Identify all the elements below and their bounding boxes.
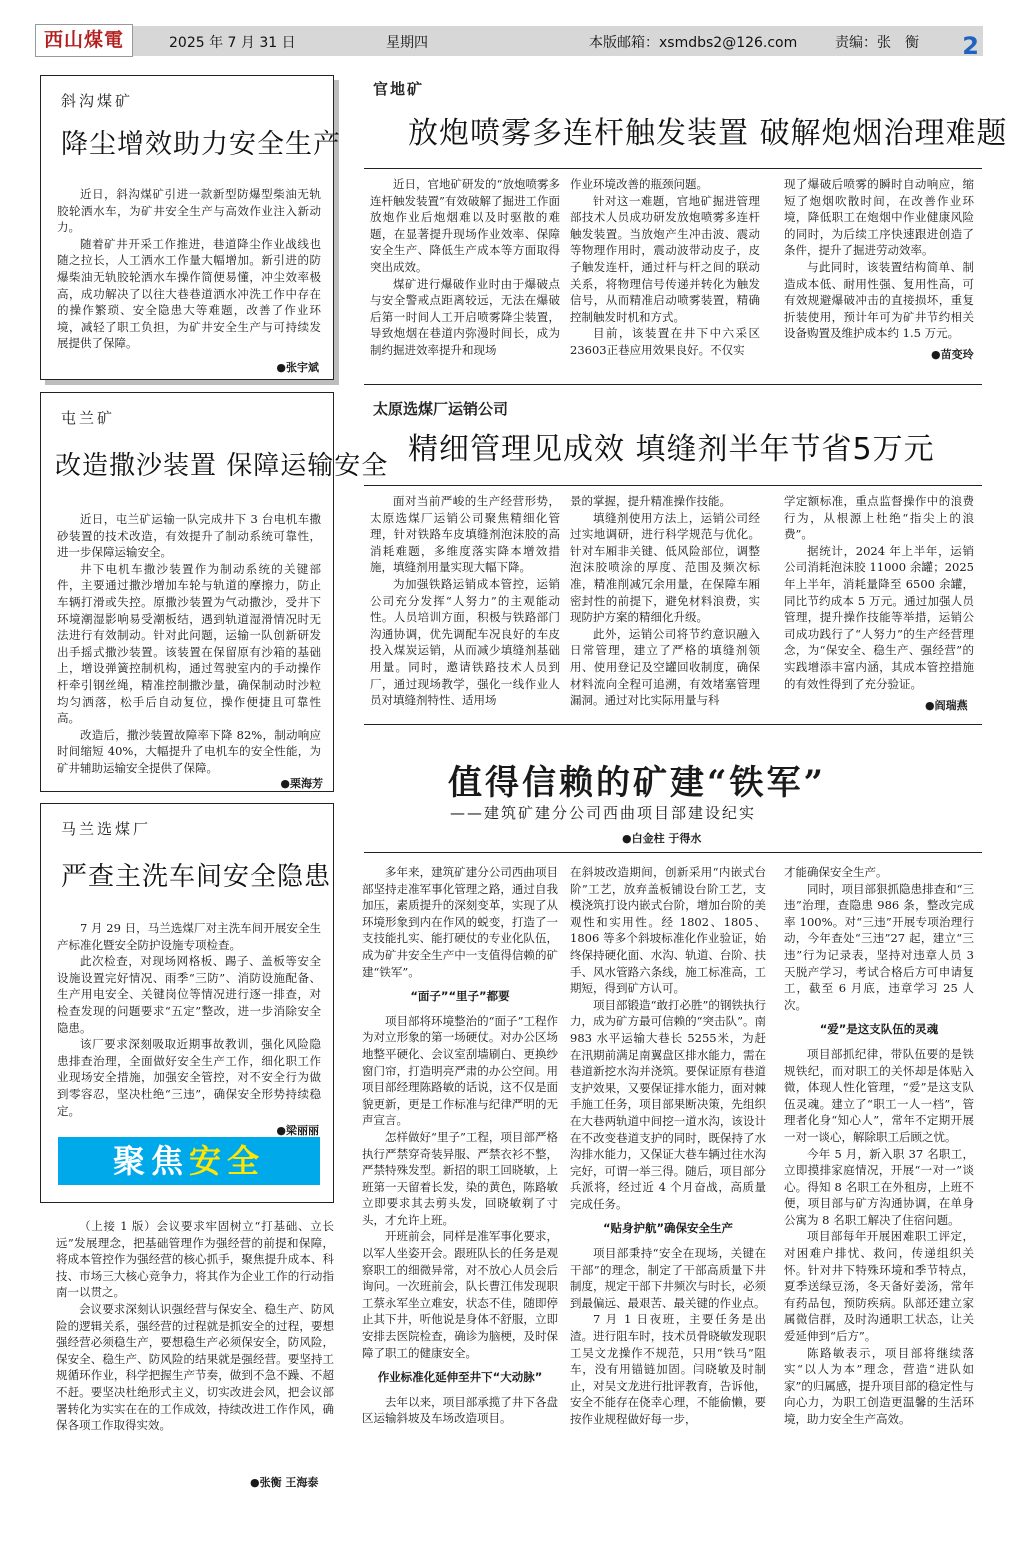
paragraph: 今年 5 月，新入职 37 名职工，立即摸排家庭情况，开展“一对一”谈心。得知 8 名职工在外租房，上班不便，项目部与矿方沟通协调，在单身公寓为 8 名职工解决了住宿问题。 [784,1146,974,1227]
section-label: 屯兰矿 [61,409,116,427]
issue-date: 2025 年 7 月 31 日 [169,35,296,51]
paragraph: 面对当前严峻的生产经营形势，太原选煤厂运销公司聚焦精细化管理，针对铁路车皮填缝剂泡沫胶的高消耗难题，多维度落实降本增效措施，填缝剂用量实现大幅下降。 [370,494,560,575]
divider [364,168,982,169]
focus-safety-banner [58,1137,320,1185]
section-label: 斜沟煤矿 [61,92,134,110]
paragraph: 据统计，2024 年上半年，运销公司消耗泡沫胶 11000 余罐；2025年上半年，消耗量降至 6500 余罐，同比节约成本 5 万元。通过加强人员管理，提升操作技能等举措，运销公司成功践行了“人努力”的生产经营理念，为“保安全、稳生产、强经营”的实践增添丰富内涵，其成本管控措施的有效性得到了充分验证。 [784,543,974,691]
paragraph: 7 月 29 日，马兰选煤厂对主洗车间开展安全生产标准化暨安全防护设施专项检查。 [57,921,321,952]
byline: ●苗变玲 [928,346,974,362]
section-label: 官地矿 [373,80,425,98]
paragraph: 针对这一难题，官地矿掘进管理部技术人员成功研发放炮喷雾多连杆触发装置。当放炮产生冲击波、震动等物理作用时，震动波带动皮子，皮子触发连杆，通过杆与杆之间的联动关系，将物理信号传递并转化为触发信号，从而精准启动喷雾装置，精确控制触发时机和方式。 [570,193,760,324]
feature-title: 值得信赖的矿建“铁军” [448,763,827,803]
paragraph: 为加强铁路运销成本管控，运销公司充分发挥“人努力”的主观能动性。人员培训方面，积极与铁路部门沟通协调，优先调配车况良好的车皮投入煤炭运销，从而减少填缝剂基础用量。同时，邀请铁路技术人员到厂，通过现场教学，强化一线作业人员对填缝剂特性、适用场 [370,576,560,708]
paragraph: 景的掌握，提升精准操作技能。 [570,494,731,508]
paragraph: 项目部抓纪律，带队伍要的是铁规铁纪，而对职工的关怀却是体贴入微，体现人性化管理，“爱”是这支队伍灵魂。建立了“职工一人一档”，管理者化身“知心人”，常年不定期开展一对一谈心，解除职工后顾之忧。 [784,1046,974,1144]
byline: ●张宇斌 [276,361,319,374]
feature-column-2 [570,864,766,1494]
paragraph: 多年来，建筑矿建分公司西曲项目部坚持走准军事化管理之路，通过自我加压，素质提升的深刻变革，实现了从环境形象到内在作风的蜕变，打造了一支技能扎实、能打硬仗的专业化队伍，成为矿井安全生产中一支值得信赖的矿建“铁军”。 [362,865,558,979]
article-body [57,186,321,356]
paragraph: 该厂要求深刻吸取近期事故教训，强化风险隐患排查治理，全面做好安全生产工作，细化职工作业现场安全措施，加强安全管控，对不安全行为做到零容忍，坚决杜绝“三违”，确保安全形势持续稳定。 [57,1037,321,1118]
paragraph: （上接 1 版）会议要求牢固树立“打基础、立长远”发展理念，把基础管理作为强经营的前提和保障，将成本管控作为强经营的核心抓手，聚焦提升成本、科技、市场三大核心竞争力，将其作为企业工作的行动指南一以贯之。 [56,1219,334,1300]
feature-column-1 [362,864,558,1494]
paragraph: 去年以来，项目部承揽了井下各盘区运输斜坡及车场改造项目。 [362,1394,558,1426]
paragraph: 填缝剂使用方法上，运销公司经过实地调研，进行科学规范与优化。针对车厢非关键、低风险部位，调整泡沫胶喷涂的厚度、范围及频次标准，精准削减冗余用量，在保障车厢密封性的前提下，避免材料浪费，实现防护方案的精细化升级。 [570,510,760,625]
article-title: 改造撒沙装置 保障运输安全 [55,451,389,481]
paragraph: 井下电机车撒沙装置作为制动系统的关键部件，主要通过撒沙增加车轮与轨道的摩擦力，防止车辆打滑或失控。原撒沙装置为气动撒沙，受井下环境潮湿影响易受潮板结，遇到轨道湿滑情况时无法进行有效制动。针对此问题，运输一队创新研发出手摇式撒沙装置。该装置在保留原有沙箱的基础上，增设弹簧控制机构，通过驾驶室内的手动操作杆牵引钢丝绳，精准控制撒沙量，确保制动时沙粒均匀洒落，松手后自动复位，操作便捷且可靠性高。 [57,561,321,726]
paragraph: 近日，斜沟煤矿引进一款新型防爆型柴油无轨胶轮洒水车，为矿井安全生产与高效作业注入新动力。 [57,187,321,235]
paragraph: 项目部将环境整治的“面子”工程作为对立形象的第一场硬仗。对办公区场地整平硬化、会议室刮墙刷白、更换纱窗门帘，打造明亮严肃的办公空间。用项目部经理陈路敏的话说，这不仅是面貌更新，更是工作标准与纪律严明的无声宣言。 [362,1013,558,1128]
feature-byline: ●白金柱 于得水 [622,832,702,845]
article-body [57,511,321,775]
divider [364,724,982,725]
paragraph: 与此同时，该装置结构简单、制造成本低、耐用性强、复用性高，可有效规避爆破冲击的直接损坏，重复折装使用，预计年可为矿井节约相关设备购置及维护成本约 1.5 万元。 [784,259,974,341]
subheading: “面子”“里子”都要 [410,989,510,1004]
article-body [57,920,321,1122]
masthead [35,22,983,62]
section-label: 太原选煤厂运销公司 [373,400,509,418]
paragraph: 此次检查，对现场网格板、踢子、盖板等安全设施设置完好情况、雨季“三防”、消防设施配备、生产用电安全、关键岗位等情况进行逐一排查，对检查发现的问题要求“五定”整改，进一步消除安全隐患。 [57,954,321,1035]
byline: ●阎瑞燕 [925,699,968,712]
byline: ●栗海芳 [280,777,323,790]
paragraph: 随着矿井开采工作推进，巷道降尘作业战线也随之拉长，人工洒水工作量大幅增加。新引进的防爆柴油无轨胶轮洒水车操作简便易懂，冲尘效率极高，成功解决了以往大巷巷道洒水冲洗工作中存在的操作繁琐、安全隐患大等难题，改善了作业环境，减轻了职工负担，为矿井安全生产与可持续发展提供了保障。 [57,236,321,351]
continued-article [56,1218,334,1490]
paragraph: 煤矿进行爆破作业时由于爆破点与安全警戒点距离较远，无法在爆破后第一时间人工开启喷雾降尘装置，导致炮烟在巷道内弥漫时间长，成为制约掘进效率提升和现场 [370,276,560,357]
paragraph: 项目部秉持“安全在现场，关键在干部”的理念，制定了干部高质量下井制度，规定干部下井频次与时长，必须到最偏远、最艰苦、最关键的作业点。 [570,1246,766,1310]
byline: ●梁丽丽 [276,1124,319,1137]
issue-weekday: 星期四 [386,35,428,51]
article-xiegou [40,75,341,380]
article-column [570,176,760,362]
feature-subtitle: ——建筑矿建分公司西曲项目部建设纪实 [450,804,757,822]
section-label: 马兰选煤厂 [61,820,152,838]
paragraph: 项目部锻造“敢打必胜”的钢铁执行力，成为矿方最可信赖的“突击队”。南 983 水平运输大巷长 5255米，为赶在汛期前满足南翼盘区排水能力，需在巷道新挖水沟并浇筑。要保证原有巷道支护效果，又要保证排水能力，面对棘手施工任务，项目部果断决策，先组织在大巷两轨道中间挖一道水沟，该设计在不改变巷道支护的同时，既保持了水沟排水能力，又保证大巷车辆过往水沟完好，可谓一举三得。随后，项目部分兵派将，经过近 4 个月奋战，高质量完成任务。 [570,997,766,1211]
article-title: 降尘增效助力安全生产 [61,129,341,160]
banner-word: 聚焦 [112,1142,189,1180]
paragraph: 现了爆破后喷雾的瞬时自动响应，缩短了炮烟吹散时间，在改善作业环境，降低职工在炮烟中作业健康风险的同时，为后续工序快速跟进创造了条件，提升了掘进劳动效率。 [784,177,974,258]
paragraph: 开班前会，同样是准军事化要求，以军人坐姿开会。跟班队长的任务是观察职工的细微异常，对不放心人员会后询问。一次班前会，队长曹江伟发现职工蔡永军坐立难安，状态不佳，随即停止其下井，听他说是身体不舒服，立即安排去医院检查，确诊为脑梗，及时保障了职工的健康安全。 [362,1229,558,1360]
divider [364,852,982,853]
paragraph: 怎样做好“里子”工程，项目部严格执行严禁穿奇装异服、严禁衣衫不整，严禁特殊发型。新招的职工回晓敏，上班第一天留着长发，染的黄色，陈路敏立即要求其去剪头发，回晓敏剃了寸头，才允许上班。 [362,1129,558,1227]
paragraph: 近日，官地矿研发的“放炮喷雾多连杆触发装置”有效破解了掘进工作面放炮作业后炮烟难以及时驱散的难题，在显著提升现场作业效率、保障安全生产、降低生产成本等方面取得突出成效。 [370,177,560,274]
article-title: 放炮喷雾多连杆触发装置 破解炮烟治理难题 [408,116,1008,151]
article-tunlan [40,392,389,792]
subheading: 作业标准化延伸至井下“大动脉” [377,1370,543,1385]
page-email: 本版邮箱：xsmdbs2@126.com [589,35,798,51]
byline: ●张衡 王海泰 [246,1474,318,1490]
article-column [784,493,974,693]
paragraph: 目前，该装置在井下中六采区23603正巷应用效果良好。不仅实 [570,326,760,357]
subheading: “爱”是这支队伍的灵魂 [819,1022,939,1037]
paragraph: 7 月 1 日夜班，主要任务是出渣。进行阻车时，技术员骨晓敏发现职工吴文龙操作不规范，只用“铁马”阻车，没有用锚链加固。闫晓敏及时制止，对吴文龙进行批评教育，告诉他，安全不能存在侥幸心理，不能偷懒，要按作业规程做好每一步， [570,1312,766,1426]
divider [364,485,982,486]
newspaper-logo: 西山煤電 [35,24,133,57]
paragraph: 近日，屯兰矿运输一队完成井下 3 台电机车撒砂装置的技术改造，有效提升了制动系统可靠性，进一步保障运输安全。 [57,512,321,560]
feature-column-3 [784,864,974,1494]
paragraph: 会议要求深刻认识强经营与保安全、稳生产、防风险的逻辑关系，强经营的过程就是抓安全的过程，要想强经营必须稳生产，要想稳生产必须保安全，防风险，保安全、稳生产、防风险的结果就是强经营。要坚持工规循环作业，科学把握生产节奏，做到不急不躁、不超不赶。要坚决杜绝形式主义，切实改进会风，把会议部署转化为实实在在的工作成效，持续改进工作作风，确保各项工作取得实效。 [56,1301,334,1433]
paragraph: 项目部每年开展困难职工评定，对困难户排忧、救问，传递组织关怀。针对井下特殊环境和季节特点，夏季送绿豆汤，冬天备好姜汤，常年有药品包，预防疾病。队部还建立家属微信群，及时沟通职工状态，让关爱延伸到“后方”。 [784,1229,974,1344]
article-title: 精细管理见成效 填缝剂半年节省5万元 [408,432,935,467]
article-column [370,176,560,362]
divider [364,384,982,385]
paragraph: 学定额标准，重点监督操作中的浪费行为，从根源上杜绝“指尖上的浪费”。 [784,494,974,542]
subheading: “贴身护航”确保安全生产 [602,1221,734,1236]
paragraph: 此外，运销公司将节约意识融入日常管理，建立了严格的填缝剂领用、使用登记及空罐回收制度，确保材料流向全程可追溯，有效堵塞管理漏洞。通过对比实际用量与科 [570,626,760,708]
page-number: 2 [962,32,979,60]
header-bar [133,26,983,60]
paragraph: 才能确保安全生产。 [784,865,888,879]
article-column [784,176,974,362]
article-title: 严查主洗车间安全隐患 [61,862,332,892]
article-column [370,493,560,711]
paragraph: 改造后，撒沙装置故障率下降 82%，制动响应时间缩短 40%，大幅提升了电机车的安全性能，为矿井辅助运输安全提供了保障。 [57,727,321,775]
banner-word: 安全 [189,1142,266,1180]
paragraph: 同时，项目部狠抓隐患排查和“三违”治理，查隐患 986 条，整改完成率 100%。对“三违”开展专项治理行动，今年查处“三违”27 起，建立“三违”行为记录表，坚持对违章人员 3 天脱产学习，考试合格后方可申请复工，截至 6 月底，违章学习 25 人次。 [784,881,974,1012]
paragraph: 在斜坡改造期间，创新采用“内嵌式台阶”工艺，放弃盖板铺设台阶工艺，支模浇筑打设内嵌式台阶，增加台阶的美观性和实用性。经 1802、1805、1806 等多个斜坡标准化作业验证，始终保持硬化面、水沟、轨道、台阶、扶手、风水管路六条线，施工标准高，工期短，得到矿方认可。 [570,865,766,996]
paragraph: 陈路敏表示，项目部将继续落实“以人为本”理念，营造“进队如家”的归属感，提升项目部的稳定性与向心力，为职工创造更温馨的生活环境，助力安全生产高效。 [784,1345,974,1426]
page-editor: 责编：张 衡 [835,35,919,51]
paragraph: 作业环境改善的瓶颈问题。 [570,177,708,191]
article-column [570,493,760,711]
